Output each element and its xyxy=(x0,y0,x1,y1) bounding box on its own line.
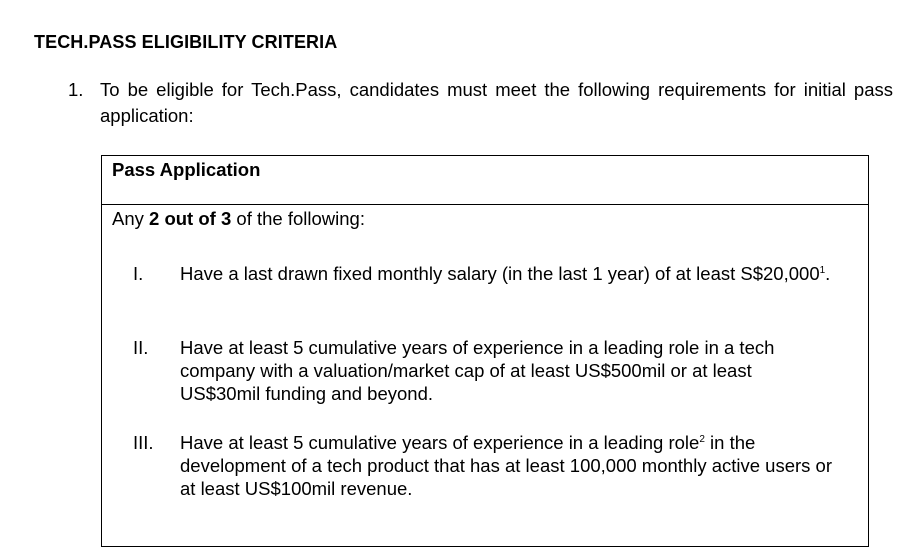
table-lead-line xyxy=(102,205,868,230)
criterion-text-main: Have at least 5 cumulative years of experience in a leading role xyxy=(180,432,700,453)
criterion-text-main: Have a last drawn fixed monthly salary (in the last 1 year) of at least S$20,000 xyxy=(180,263,820,284)
intro-text: To be eligible for Tech.Pass, candidates must meet the following requirements for initial pass application: xyxy=(100,79,893,126)
criterion-3 xyxy=(133,431,833,500)
criterion-2 xyxy=(133,336,833,405)
intro-number: 1. xyxy=(68,79,84,100)
footnote-mark: 2 xyxy=(699,433,705,445)
intro-item xyxy=(68,77,893,129)
lead-suffix: of the following: xyxy=(231,208,365,229)
table-header: Pass Application xyxy=(102,156,868,205)
lead-bold: 2 out of 3 xyxy=(149,208,232,229)
criterion-text xyxy=(180,431,833,500)
criterion-text xyxy=(180,262,833,285)
criterion-numeral: II. xyxy=(133,337,149,358)
criterion-text-tail: in the development of a tech product that has at least 100,000 monthly active users or at least US$100mil revenue. xyxy=(180,432,832,499)
criterion-numeral: III. xyxy=(133,432,154,453)
lead-prefix: Any xyxy=(112,208,150,229)
criterion-text-tail: . xyxy=(825,263,831,284)
criterion-text xyxy=(180,336,833,405)
page-heading: TECH.PASS ELIGIBILITY CRITERIA xyxy=(34,32,338,52)
pass-application-table xyxy=(101,155,869,547)
footnote-mark: 1 xyxy=(819,264,826,276)
criterion-text-main: Have at least 5 cumulative years of experience in a leading role in a tech company with a valuation/market cap of at least US$500mil or at least US$30mil funding and beyond. xyxy=(180,337,775,404)
criterion-numeral: I. xyxy=(133,263,144,284)
criterion-1 xyxy=(133,262,833,285)
